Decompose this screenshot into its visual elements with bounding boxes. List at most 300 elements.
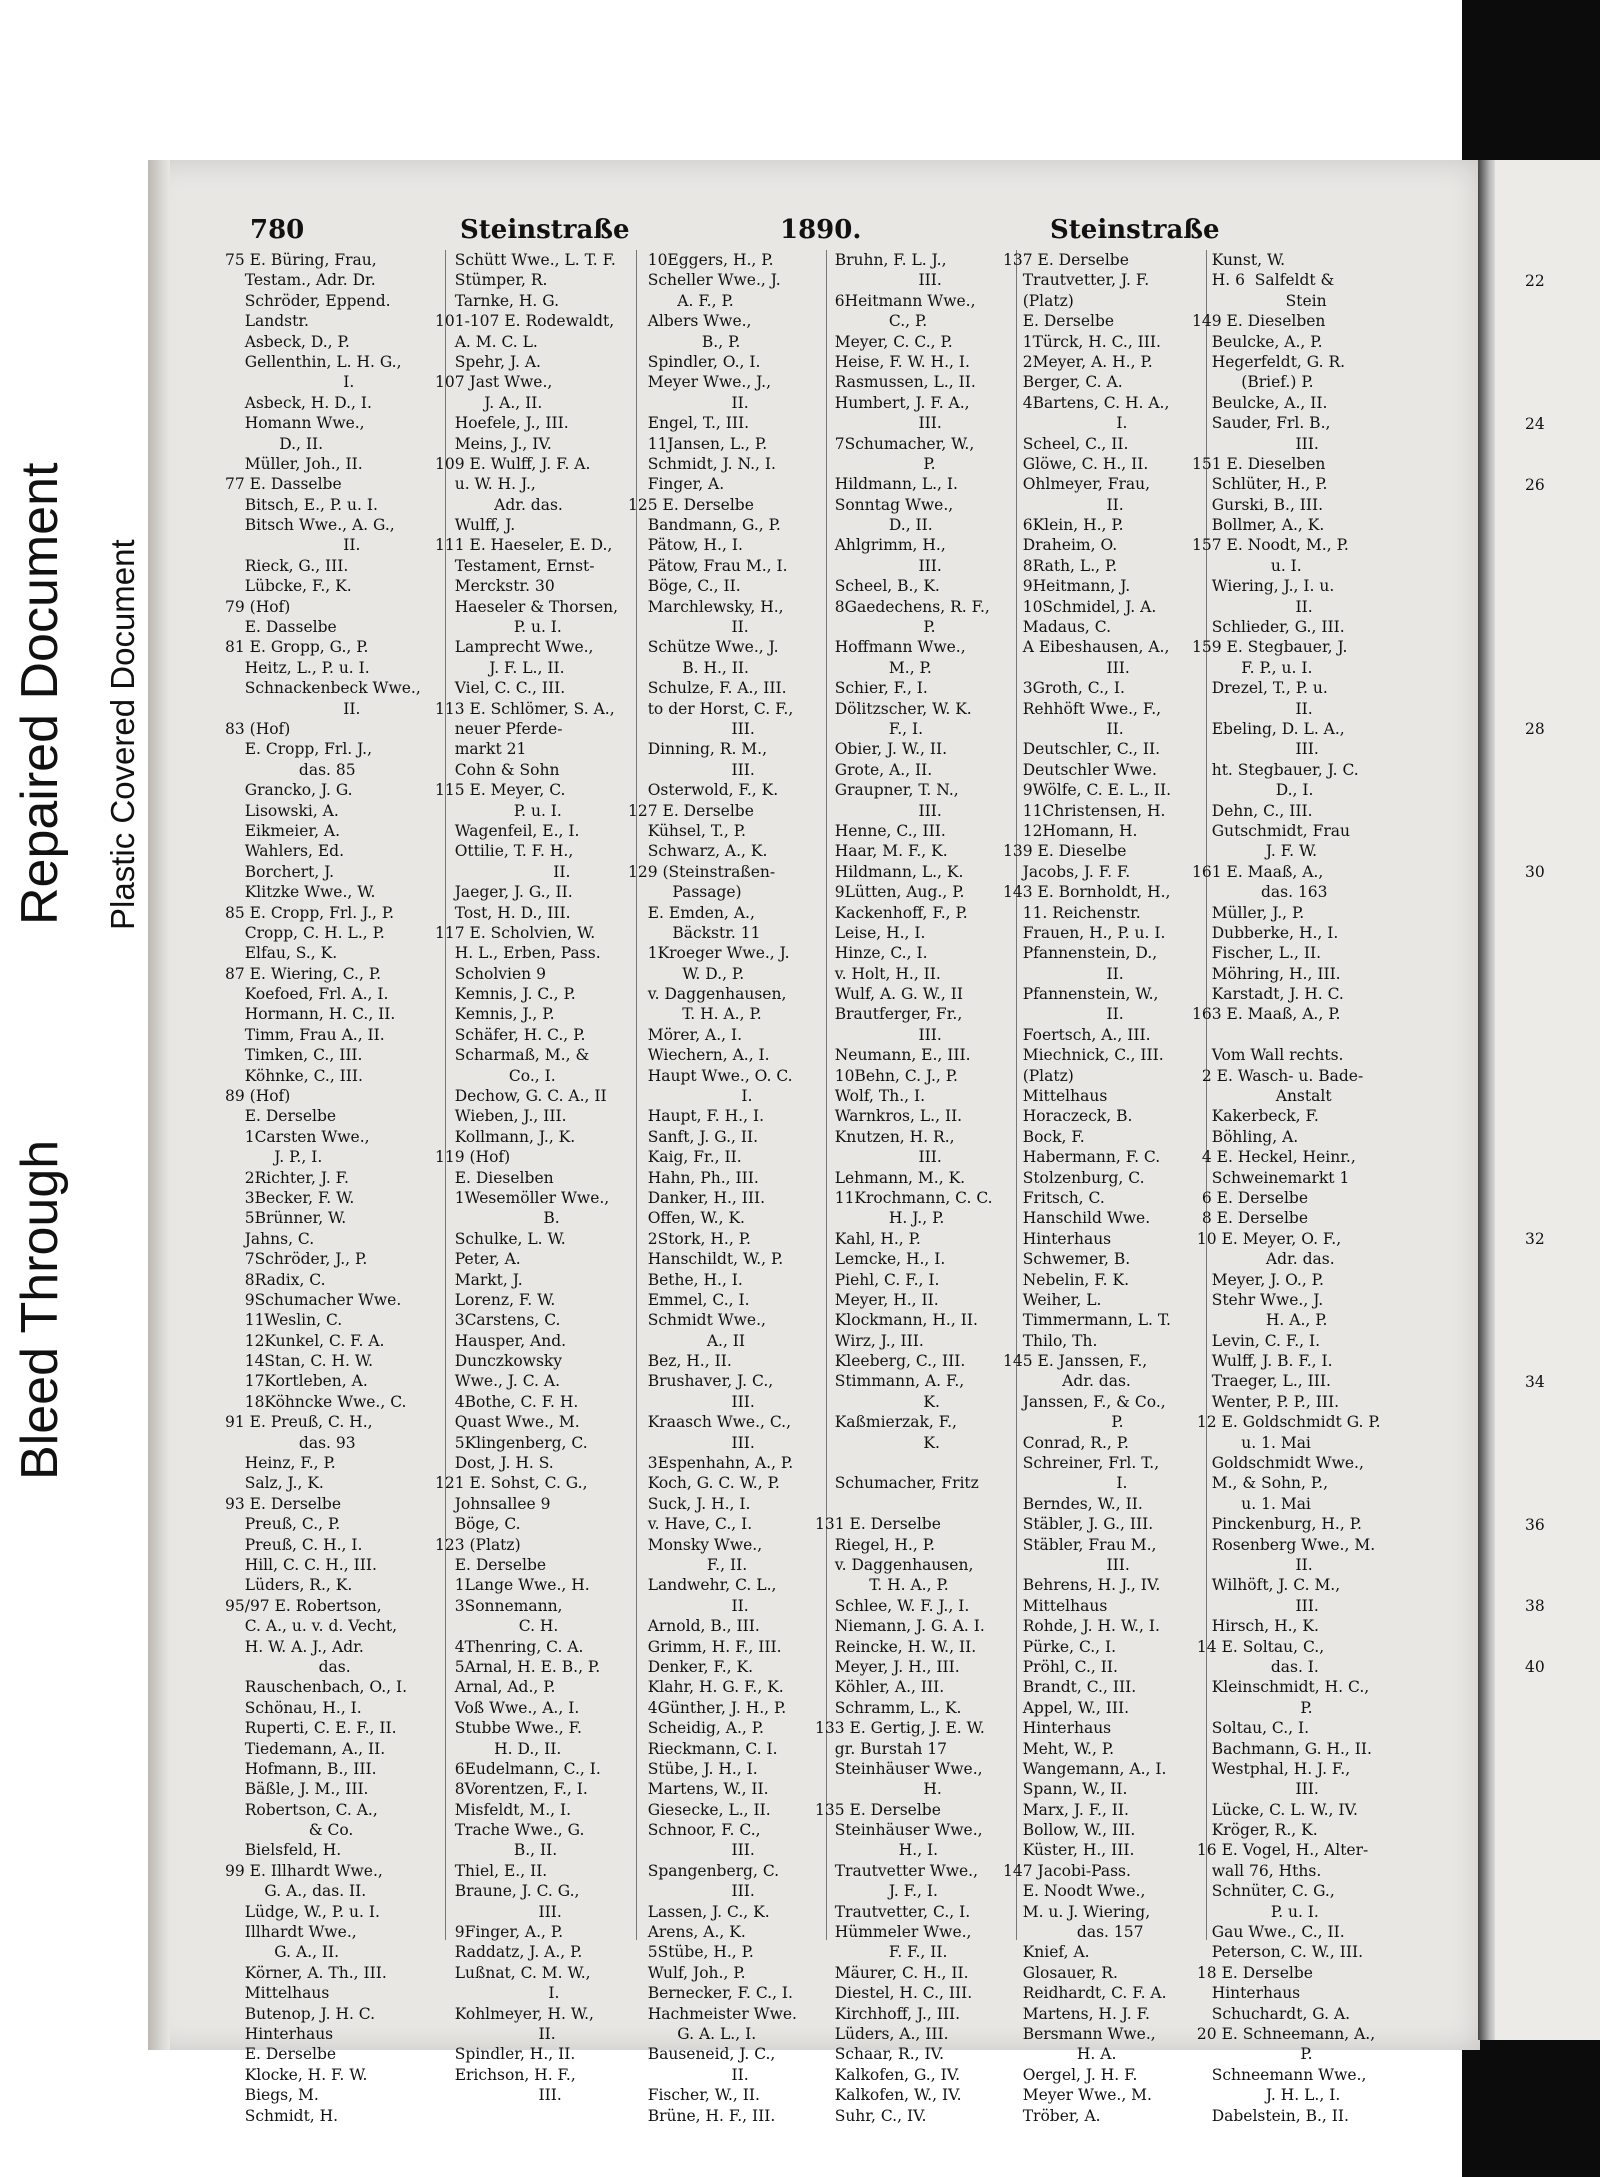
directory-entry: Rauschenbach, O., I. bbox=[225, 1678, 408, 1697]
directory-entry: Arnal, Ad., P. bbox=[435, 1678, 556, 1697]
directory-entry: Küster, H., III. bbox=[1003, 1841, 1135, 1860]
directory-entry: 147 Jacobi-Pass. bbox=[1003, 1861, 1131, 1880]
directory-entry: 14Stan, C. H. W. bbox=[225, 1352, 374, 1371]
directory-entry: Schlüter, H., P. bbox=[1192, 475, 1328, 494]
directory-entry: 149 E. Dieselben bbox=[1192, 312, 1326, 331]
label-repaired-document: Repaired Document bbox=[11, 462, 69, 925]
directory-entry: III. bbox=[628, 1433, 755, 1452]
directory-entry: v. Holt, H., II. bbox=[815, 964, 941, 983]
directory-entry: 6Heitmann Wwe., bbox=[815, 291, 976, 310]
directory-entry: Reincke, H. W., II. bbox=[815, 1637, 977, 1656]
directory-entry: Dinning, R. M., bbox=[628, 740, 768, 759]
directory-entry: 8Gaedechens, R. F., bbox=[815, 597, 990, 616]
directory-entry: 4 E. Heckel, Heinr., bbox=[1192, 1148, 1356, 1167]
directory-entry: Wolf, Th., I. bbox=[815, 1087, 926, 1106]
directory-entry: H. bbox=[815, 1780, 942, 1799]
directory-entry: Schulke, L. W. bbox=[435, 1229, 566, 1248]
adjacent-page-entry bbox=[1525, 760, 1545, 780]
adjacent-page-entry bbox=[1525, 495, 1545, 515]
directory-entry: Sonntag Wwe., bbox=[815, 495, 954, 514]
directory-entry: J. F., I. bbox=[815, 1882, 938, 1901]
directory-entry: Timmermann, L. T. bbox=[1003, 1311, 1171, 1330]
directory-entry: Wenter, P. P., III. bbox=[1192, 1392, 1340, 1411]
directory-entry: u. 1. Mai bbox=[1192, 1433, 1311, 1452]
directory-entry: Beulcke, A., II. bbox=[1192, 393, 1328, 412]
directory-entry: H. L., Erben, Pass. bbox=[435, 944, 601, 963]
directory-entry: A. M. C. L. bbox=[435, 332, 538, 351]
directory-entry: Knutzen, H. R., bbox=[815, 1127, 955, 1146]
directory-entry: Bandmann, G., P. bbox=[628, 516, 781, 535]
label-bleed-through: Bleed Through bbox=[11, 1139, 69, 1480]
adjacent-page-entry bbox=[1525, 1168, 1545, 1188]
directory-entry: B., P. bbox=[628, 332, 741, 351]
adjacent-page-entry bbox=[1525, 1555, 1545, 1575]
directory-entry: J. P., I. bbox=[225, 1148, 323, 1167]
directory-entry: 10Behn, C. J., P. bbox=[815, 1066, 958, 1085]
directory-entry: Stehr Wwe., J. bbox=[1192, 1290, 1324, 1309]
directory-entry: Pätow, H., I. bbox=[628, 536, 743, 555]
directory-entry: I. bbox=[225, 373, 355, 392]
directory-entry: Scheel, B., K. bbox=[815, 577, 940, 596]
directory-entry: Deutschler Wwe. bbox=[1003, 760, 1157, 779]
directory-entry: 109 E. Wulff, J. F. A. bbox=[435, 454, 591, 473]
directory-entry: 9Schumacher Wwe. bbox=[225, 1290, 402, 1309]
directory-entry: Schumacher, Fritz bbox=[815, 1474, 979, 1493]
directory-column-2 bbox=[435, 250, 618, 2106]
directory-entry: Rasmussen, L., II. bbox=[815, 373, 976, 392]
directory-entry: III. bbox=[435, 2086, 562, 2105]
directory-entry: v. Daggenhausen, bbox=[628, 985, 787, 1004]
directory-entry: Martens, H. J. F. bbox=[1003, 2004, 1150, 2023]
directory-entry: E. Dieselben bbox=[435, 1168, 554, 1187]
page-header bbox=[250, 215, 1430, 255]
directory-entry: Raddatz, J. A., P. bbox=[435, 1943, 583, 1962]
directory-entry: Lorenz, F. W. bbox=[435, 1290, 556, 1309]
directory-entry: Wulff, J. B. F., I. bbox=[1192, 1352, 1333, 1371]
directory-entry: Schlieder, G., III. bbox=[1192, 618, 1345, 637]
scan-border-top bbox=[1462, 0, 1600, 160]
directory-entry: Scheller Wwe., J. bbox=[628, 271, 781, 290]
directory-entry: 7Schumacher, W., bbox=[815, 434, 975, 453]
directory-entry: III. bbox=[815, 1025, 942, 1044]
directory-entry: 99 E. Illhardt Wwe., bbox=[225, 1861, 383, 1880]
directory-entry: das. bbox=[225, 1657, 351, 1676]
adjacent-page-entry bbox=[1525, 515, 1545, 535]
directory-entry: Scheel, C., II. bbox=[1003, 434, 1129, 453]
directory-entry: Mäurer, C. H., II. bbox=[815, 1963, 969, 1982]
directory-entry: Bollow, W., III. bbox=[1003, 1821, 1136, 1840]
directory-entry: markt 21 bbox=[435, 740, 527, 759]
directory-entry: Fischer, L., II. bbox=[1192, 944, 1322, 963]
directory-entry: II. bbox=[1192, 1556, 1313, 1574]
directory-entry: Giesecke, L., II. bbox=[628, 1800, 771, 1819]
directory-entry: Gellenthin, L. H. G., bbox=[225, 352, 402, 371]
directory-entry: P. bbox=[1192, 2045, 1313, 2064]
directory-entry: das. I. bbox=[1192, 1657, 1319, 1676]
directory-entry: Kackenhoff, F., P. bbox=[815, 903, 968, 922]
directory-entry: u. 1. Mai bbox=[1192, 1494, 1311, 1513]
directory-entry: Asbeck, D., P. bbox=[225, 332, 350, 351]
directory-entry: Lußnat, C. M. W., bbox=[435, 1963, 591, 1982]
directory-entry: III. bbox=[628, 760, 755, 779]
directory-entry: E. Noodt Wwe., bbox=[1003, 1882, 1146, 1901]
directory-entry: 137 E. Derselbe bbox=[1003, 251, 1129, 269]
adjacent-page-entry bbox=[1525, 1637, 1545, 1657]
directory-entry: Wulf, Joh., P. bbox=[628, 1963, 746, 1982]
directory-entry: Schweinemarkt 1 bbox=[1192, 1168, 1350, 1187]
directory-entry: F., II. bbox=[628, 1556, 748, 1574]
directory-entry: v. Have, C., I. bbox=[628, 1515, 753, 1534]
adjacent-page-entry bbox=[1525, 352, 1545, 372]
directory-entry: Janssen, F., & Co., bbox=[1003, 1392, 1166, 1411]
directory-entry: Hormann, H. C., II. bbox=[225, 1005, 396, 1024]
directory-entry: 89 (Hof) bbox=[225, 1087, 291, 1106]
directory-entry: Behrens, H. J., IV. bbox=[1003, 1576, 1161, 1595]
directory-entry: 9Heitmann, J. bbox=[1003, 577, 1131, 596]
directory-entry: Möhring, H., III. bbox=[1192, 964, 1341, 983]
directory-entry: Wiering, J., I. u. bbox=[1192, 577, 1335, 596]
directory-entry: Lassen, J. C., K. bbox=[628, 1902, 770, 1921]
adjacent-page-entry: 32 bbox=[1525, 1230, 1545, 1249]
directory-column-5 bbox=[1003, 250, 1171, 2126]
directory-entry: 111 E. Haeseler, E. D., bbox=[435, 536, 613, 555]
directory-entry: Schröder, Eppend. bbox=[225, 291, 391, 310]
adjacent-page-entry bbox=[1525, 1413, 1545, 1433]
directory-entry: Schnüter, C. G., bbox=[1192, 1882, 1335, 1901]
directory-column-1 bbox=[225, 250, 421, 2126]
directory-entry: Trautvetter Wwe., bbox=[815, 1861, 979, 1880]
directory-entry: Riegel, H., P. bbox=[815, 1535, 935, 1554]
directory-entry: Spindler, H., II. bbox=[435, 2045, 576, 2064]
directory-entry: 1Türck, H. C., III. bbox=[1003, 332, 1161, 351]
directory-entry: Ohlmeyer, Frau, bbox=[1003, 475, 1151, 494]
directory-entry: 17Kortleben, A. bbox=[225, 1372, 368, 1391]
adjacent-page-entry bbox=[1525, 883, 1545, 903]
directory-entry bbox=[815, 1494, 993, 1514]
adjacent-page-entry bbox=[1525, 1025, 1545, 1045]
directory-entry: Arens, A., K. bbox=[628, 1923, 746, 1942]
adjacent-page-entry bbox=[1525, 1127, 1545, 1147]
directory-entry: Hoffmann Wwe., bbox=[815, 638, 966, 657]
directory-entry: Timken, C., III. bbox=[225, 1046, 363, 1065]
directory-entry: 123 (Platz) bbox=[435, 1535, 521, 1554]
directory-entry: Haeseler & Thorsen, bbox=[435, 597, 619, 616]
directory-entry: 93 E. Derselbe bbox=[225, 1494, 342, 1513]
directory-entry: Mörer, A., I. bbox=[628, 1025, 743, 1044]
directory-entry: das. 163 bbox=[1192, 883, 1328, 902]
directory-entry: 4Günther, J. H., P. bbox=[628, 1698, 787, 1717]
directory-entry: P. bbox=[815, 618, 936, 637]
adjacent-page-entry bbox=[1525, 944, 1545, 964]
directory-entry: Misfeldt, M., I. bbox=[435, 1800, 572, 1819]
directory-entry: 8Radix, C. bbox=[225, 1270, 326, 1289]
scan-border-bottom bbox=[1462, 2040, 1600, 2177]
directory-entry: Hill, C. C. H., III. bbox=[225, 1556, 377, 1574]
adjacent-page-entry bbox=[1525, 821, 1545, 841]
adjacent-page-entry bbox=[1525, 984, 1545, 1004]
directory-entry: 5Brünner, W. bbox=[225, 1209, 347, 1228]
directory-entry: Frauen, H., P. u. I. bbox=[1003, 923, 1166, 942]
directory-entry: D., I. bbox=[1192, 781, 1314, 800]
directory-entry: Rosenberg Wwe., M. bbox=[1192, 1535, 1376, 1554]
directory-entry: Butenop, J. H. C. bbox=[225, 2004, 376, 2023]
directory-column-3 bbox=[628, 250, 797, 2126]
directory-entry: Stimmann, A. F., bbox=[815, 1372, 965, 1391]
directory-entry: F., I. bbox=[815, 719, 924, 738]
directory-entry: Quast Wwe., M. bbox=[435, 1413, 580, 1432]
directory-entry: III. bbox=[815, 1148, 942, 1167]
adjacent-page-entry bbox=[1525, 434, 1545, 454]
directory-entry: Humbert, J. F. A., bbox=[815, 393, 970, 412]
adjacent-page-entry: 40 bbox=[1525, 1658, 1545, 1677]
directory-entry: 7Schröder, J., P. bbox=[225, 1250, 368, 1269]
directory-entry: Schönau, H., I. bbox=[225, 1698, 362, 1717]
directory-entry: M. u. J. Wiering, bbox=[1003, 1902, 1151, 1921]
directory-entry: Bielsfeld, H. bbox=[225, 1841, 342, 1860]
directory-entry: 1Wesemöller Wwe., bbox=[435, 1188, 610, 1207]
directory-entry: Heinz, F., P. bbox=[225, 1454, 336, 1473]
adjacent-page-entry bbox=[1525, 740, 1545, 760]
directory-entry: F. P., u. I. bbox=[1192, 658, 1313, 677]
directory-entry: Grimm, H. F., III. bbox=[628, 1637, 782, 1656]
directory-entry: Monsky Wwe., bbox=[628, 1535, 763, 1554]
directory-entry: P. bbox=[1003, 1413, 1124, 1432]
directory-entry: E. Derselbe bbox=[435, 1556, 547, 1574]
directory-entry: Schwemer, B. bbox=[1003, 1250, 1131, 1269]
directory-entry: Meyer Wwe., M. bbox=[1003, 2086, 1152, 2105]
directory-entry: Meht, W., P. bbox=[1003, 1739, 1115, 1758]
directory-entry: Schnoor, F. C., bbox=[628, 1821, 761, 1840]
directory-entry: Spangenberg, C. bbox=[628, 1861, 780, 1880]
directory-entry: Marchlewsky, H., bbox=[628, 597, 784, 616]
directory-entry: Bäckstr. 11 bbox=[628, 923, 761, 942]
directory-entry: Adr. das. bbox=[1192, 1250, 1335, 1269]
directory-entry: T. H. A., P. bbox=[815, 1576, 949, 1595]
directory-entry: 107 Jast Wwe., bbox=[435, 373, 553, 392]
directory-entry: 77 E. Dasselbe bbox=[225, 475, 342, 494]
directory-entry: 159 E. Stegbauer, J. bbox=[1192, 638, 1348, 657]
directory-entry: Martens, W., II. bbox=[628, 1780, 769, 1799]
directory-entry: Schäfer, H. C., P. bbox=[435, 1025, 586, 1044]
directory-entry: Müller, J., P. bbox=[1192, 903, 1305, 922]
directory-entry: Köhler, A., III. bbox=[815, 1678, 945, 1697]
directory-entry: Salz, J., K. bbox=[225, 1474, 324, 1493]
adjacent-page-entry: 36 bbox=[1525, 1515, 1545, 1534]
directory-entry: Schmidt, J. N., I. bbox=[628, 454, 776, 473]
directory-entry: Asbeck, H. D., I. bbox=[225, 393, 372, 412]
directory-entry: Rehhöft Wwe., F., bbox=[1003, 699, 1162, 718]
directory-entry: Thilo, Th. bbox=[1003, 1331, 1098, 1350]
directory-entry: Suhr, C., IV. bbox=[815, 2106, 927, 2125]
adjacent-page-entry bbox=[1525, 577, 1545, 597]
directory-entry: 135 E. Derselbe bbox=[815, 1800, 941, 1819]
directory-entry: das. 85 bbox=[225, 760, 356, 779]
directory-entry: 9Lütten, Aug., P. bbox=[815, 883, 965, 902]
directory-entry: II. bbox=[628, 618, 749, 637]
adjacent-page-column bbox=[1525, 230, 1545, 1678]
directory-entry: Spehr, J. A. bbox=[435, 352, 541, 371]
directory-entry: 79 (Hof) bbox=[225, 597, 291, 616]
directory-entry: Knief, A. bbox=[1003, 1943, 1090, 1962]
adjacent-page-entry bbox=[1525, 781, 1545, 801]
directory-entry: Danker, H., III. bbox=[628, 1188, 766, 1207]
directory-entry: H. 6 Salfeldt & bbox=[1192, 271, 1335, 290]
directory-entry: Diestel, H. C., III. bbox=[815, 1984, 973, 2003]
adjacent-page-entry bbox=[1525, 536, 1545, 556]
directory-entry: Passage) bbox=[628, 883, 742, 902]
directory-entry: Kröger, R., K. bbox=[1192, 1821, 1318, 1840]
directory-entry: Timm, Frau A., II. bbox=[225, 1025, 385, 1044]
directory-entry: Graupner, T. N., bbox=[815, 781, 959, 800]
directory-entry: Hinterhaus bbox=[225, 2024, 334, 2043]
directory-entry: Brautferger, Fr., bbox=[815, 1005, 963, 1024]
directory-entry: 125 E. Derselbe bbox=[628, 495, 754, 514]
directory-entry: Marx, J. F., II. bbox=[1003, 1800, 1129, 1819]
directory-entry: Böge, C. bbox=[435, 1515, 521, 1534]
directory-entry: A., II bbox=[628, 1331, 746, 1350]
directory-entry: B., II. bbox=[435, 1841, 558, 1860]
adjacent-page-entry bbox=[1525, 230, 1545, 250]
directory-entry: Peterson, C. W., III. bbox=[1192, 1943, 1364, 1962]
adjacent-page-entry bbox=[1525, 454, 1545, 474]
directory-entry: 8Vorentzen, F., I. bbox=[435, 1780, 588, 1799]
directory-entry: 11. Reichenstr. bbox=[1003, 903, 1141, 922]
directory-entry: 3Sonnemann, bbox=[435, 1596, 563, 1615]
directory-entry: 20 E. Schneemann, A., bbox=[1192, 2024, 1376, 2043]
directory-entry: Habermann, F. C. bbox=[1003, 1148, 1161, 1167]
adjacent-page-entry bbox=[1525, 291, 1545, 311]
directory-entry: 143 E. Bornholdt, H., bbox=[1003, 883, 1171, 902]
directory-entry: Bersmann Wwe., bbox=[1003, 2024, 1156, 2043]
directory-entry: Kalkofen, G., IV. bbox=[815, 2065, 961, 2084]
directory-entry: H., I. bbox=[815, 1841, 939, 1860]
directory-entry: 1Lange Wwe., H. bbox=[435, 1576, 590, 1595]
directory-entry: Kraasch Wwe., C., bbox=[628, 1413, 792, 1432]
directory-entry: 3Espenhahn, A., P. bbox=[628, 1454, 794, 1473]
directory-entry: III. bbox=[628, 1882, 755, 1901]
directory-entry: Mittelhaus bbox=[1003, 1087, 1108, 1106]
directory-entry: Landwehr, C. L., bbox=[628, 1576, 777, 1595]
directory-entry: Dost, J. H. S. bbox=[435, 1454, 554, 1473]
directory-entry: Horaczeck, B. bbox=[1003, 1107, 1133, 1126]
directory-entry: Hausper, And. bbox=[435, 1331, 567, 1350]
directory-entry: A Eibeshausen, A., bbox=[1003, 638, 1170, 657]
directory-entry: Spindler, O., I. bbox=[628, 352, 761, 371]
directory-entry: II. bbox=[1003, 495, 1124, 514]
directory-entry: 10Schmidel, J. A. bbox=[1003, 597, 1157, 616]
directory-entry: 85 E. Cropp, Frl. J., P. bbox=[225, 903, 395, 922]
directory-entry: 5Klingenberg, C. bbox=[435, 1433, 588, 1452]
directory-entry: ht. Stegbauer, J. C. bbox=[1192, 760, 1359, 779]
adjacent-page-entry bbox=[1525, 1005, 1545, 1025]
directory-entry: Adr. das. bbox=[435, 495, 563, 514]
directory-entry: u. W. H. J., bbox=[435, 475, 536, 494]
directory-entry: I. bbox=[628, 1087, 753, 1106]
directory-entry: gr. Burstah 17 bbox=[815, 1739, 948, 1758]
directory-entry: Ottilie, T. F. H., bbox=[435, 842, 574, 861]
directory-entry bbox=[815, 1453, 993, 1473]
directory-entry: Jacobs, J. F. F. bbox=[1003, 862, 1131, 881]
directory-entry: Bauseneid, J. C., bbox=[628, 2045, 776, 2064]
directory-entry: Kaig, Fr., II. bbox=[628, 1148, 742, 1167]
directory-entry: Dechow, G. C. A., II bbox=[435, 1087, 607, 1106]
adjacent-page-entry bbox=[1525, 1188, 1545, 1208]
adjacent-page-entry: 24 bbox=[1525, 414, 1545, 433]
directory-entry: Bollmer, A., K. bbox=[1192, 516, 1325, 535]
directory-entry: C. A., u. v. d. Vecht, bbox=[225, 1617, 397, 1636]
adjacent-page-entry: 30 bbox=[1525, 863, 1545, 882]
directory-entry: Oergel, J. H. F. bbox=[1003, 2065, 1138, 2084]
directory-entry: I. bbox=[1003, 414, 1128, 433]
directory-entry: Kühsel, T., P. bbox=[628, 821, 746, 840]
street-title-left: Steinstraße bbox=[460, 215, 630, 245]
directory-entry: Spann, W., II. bbox=[1003, 1780, 1128, 1799]
directory-entry: Haupt, F. H., I. bbox=[628, 1107, 764, 1126]
directory-entry: Offen, W., K. bbox=[628, 1209, 745, 1228]
directory-entry: 151 E. Dieselben bbox=[1192, 454, 1326, 473]
directory-entry: Steinhäuser Wwe., bbox=[815, 1821, 983, 1840]
directory-entry: 12Homann, H. bbox=[1003, 821, 1138, 840]
directory-entry: Obier, J. W., II. bbox=[815, 740, 948, 759]
adjacent-page-entry bbox=[1525, 1148, 1545, 1168]
street-title-right: Steinstraße bbox=[1050, 215, 1220, 245]
directory-entry: Lüdge, W., P. u. I. bbox=[225, 1902, 380, 1921]
directory-entry: Heitz, L., P. u. I. bbox=[225, 658, 370, 677]
directory-entry: Klitzke Wwe., W. bbox=[225, 883, 376, 902]
directory-entry: Foertsch, A., III. bbox=[1003, 1025, 1151, 1044]
directory-entry: Neumann, E., III. bbox=[815, 1046, 971, 1065]
directory-entry: Schuchardt, G. A. bbox=[1192, 2004, 1351, 2023]
directory-entry: Sauder, Frl. B., bbox=[1192, 414, 1331, 433]
directory-entry: Jahns, C. bbox=[225, 1229, 315, 1248]
directory-entry: A. F., P. bbox=[628, 291, 734, 310]
directory-entry: III. bbox=[1003, 658, 1130, 677]
directory-entry: Koch, G. C. W., P. bbox=[628, 1474, 780, 1493]
directory-entry: Körner, A. Th., III. bbox=[225, 1963, 387, 1982]
directory-entry: Bez, H., II. bbox=[628, 1352, 732, 1371]
directory-entry: J. F. W. bbox=[1192, 842, 1318, 861]
directory-entry: Illhardt Wwe., bbox=[225, 1923, 357, 1942]
directory-entry: Kalkofen, W., IV. bbox=[815, 2086, 962, 2105]
directory-entry: B. H., II. bbox=[628, 658, 749, 677]
directory-entry: Levin, C. F., I. bbox=[1192, 1331, 1321, 1350]
adjacent-page-entry bbox=[1525, 1617, 1545, 1637]
directory-entry: III. bbox=[1192, 740, 1319, 759]
adjacent-page-entry bbox=[1525, 1331, 1545, 1351]
adjacent-page-entry: 34 bbox=[1525, 1372, 1545, 1391]
directory-entry: 161 E. Maaß, A., bbox=[1192, 862, 1324, 881]
directory-entry: Homann Wwe., bbox=[225, 414, 365, 433]
directory-entry: 121 E. Sohst, C. G., bbox=[435, 1474, 588, 1493]
directory-entry: Heise, F. W. H., I. bbox=[815, 352, 970, 371]
directory-entry: P. u. I. bbox=[1192, 1902, 1319, 1921]
directory-entry: Lübcke, F., K. bbox=[225, 577, 352, 596]
directory-entry: Hachmeister Wwe. bbox=[628, 2004, 797, 2023]
directory-entry: Müller, Joh., II. bbox=[225, 454, 363, 473]
directory-entry: Hanschild Wwe. bbox=[1003, 1209, 1151, 1228]
directory-entry: Madaus, C. bbox=[1003, 618, 1112, 637]
directory-entry: Schütt Wwe., L. T. F. bbox=[435, 251, 616, 269]
directory-entry: J. F. L., II. bbox=[435, 658, 565, 677]
directory-entry: Tiedemann, A., II. bbox=[225, 1739, 386, 1758]
directory-entry: E. Dasselbe bbox=[225, 618, 337, 637]
directory-entry: Grote, A., II. bbox=[815, 760, 933, 779]
directory-entry: Hinterhaus bbox=[1192, 1984, 1301, 2003]
directory-entry: Lemcke, H., I. bbox=[815, 1250, 946, 1269]
directory-entry: 16 E. Vogel, H., Alter- bbox=[1192, 1841, 1369, 1860]
directory-entry: P. bbox=[1192, 1698, 1313, 1717]
directory-entry: 131 E. Derselbe bbox=[815, 1515, 941, 1534]
